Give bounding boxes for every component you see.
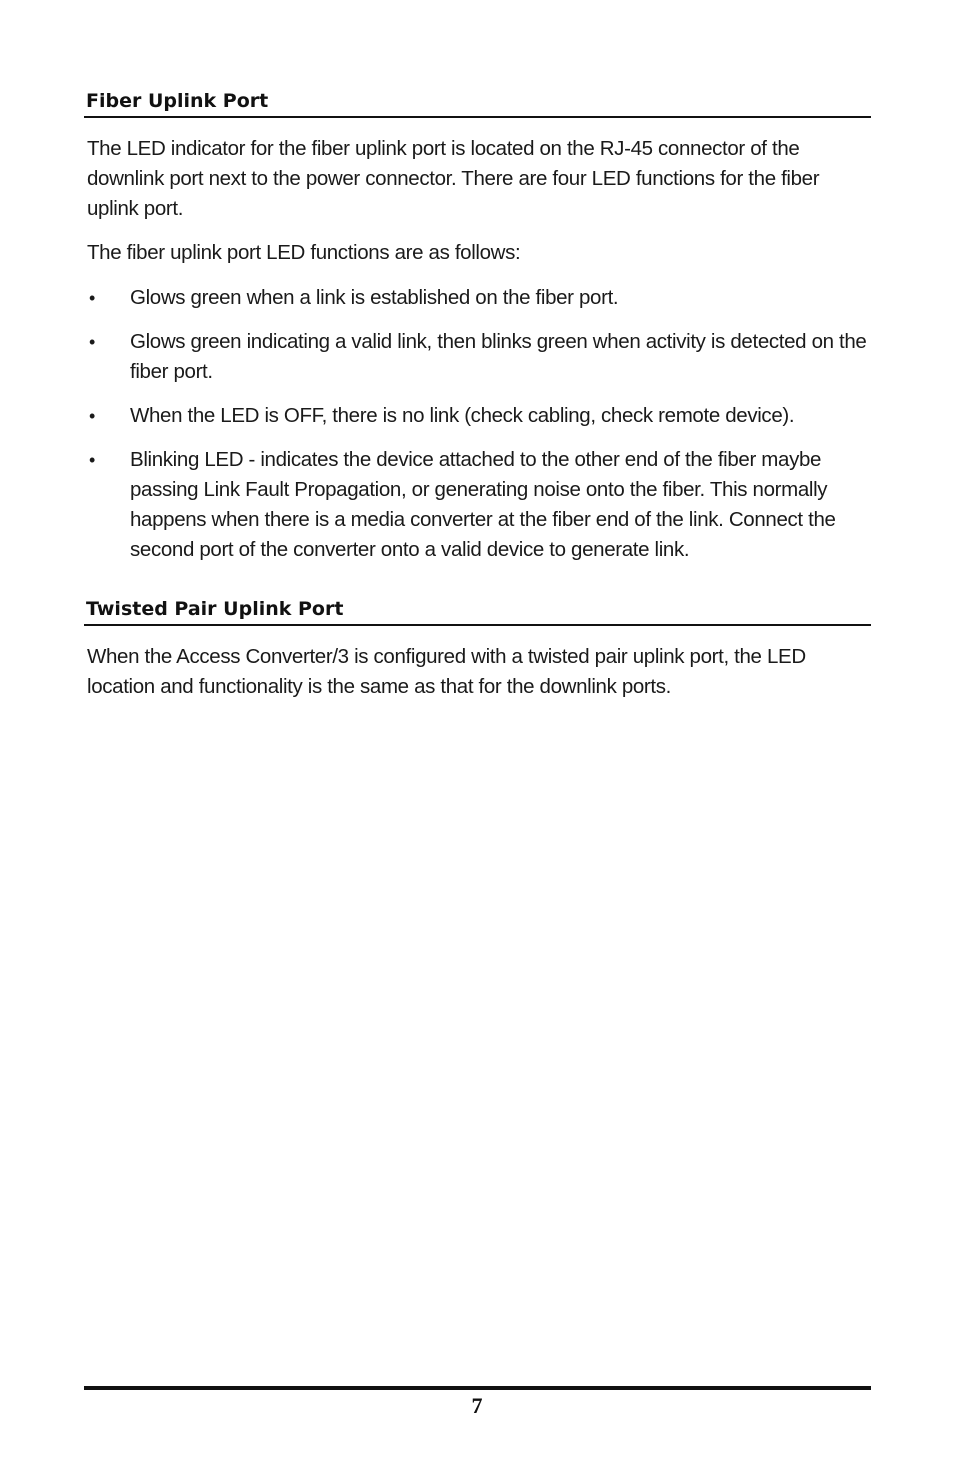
section-fiber-uplink-port bbox=[84, 86, 871, 565]
bullet-icon: • bbox=[89, 288, 95, 308]
bullet-icon: • bbox=[89, 406, 95, 426]
section-heading: Fiber Uplink Port bbox=[84, 86, 871, 118]
list-item-text: Glows green indicating a valid link, then blinks green when activity is detected on the fiber port. bbox=[130, 330, 867, 383]
list-item-text: When the LED is OFF, there is no link (check cabling, check remote device). bbox=[130, 404, 795, 427]
paragraph: When the Access Converter/3 is configured with a twisted pair uplink port, the LED location and functionality is the same as that for the downlink ports. bbox=[87, 645, 806, 698]
section-heading: Twisted Pair Uplink Port bbox=[84, 594, 871, 626]
paragraph: The LED indicator for the fiber uplink port is located on the RJ-45 connector of the downlink port next to the power connector. There are four LED functions for the fiber uplink port. bbox=[87, 137, 820, 220]
footer-rule bbox=[84, 1386, 871, 1390]
page-number: 7 bbox=[471, 1393, 483, 1418]
list-item-text: Blinking LED - indicates the device attached to the other end of the fiber maybe passing Link Fault Propagation, or generating noise onto the fiber. This normally happens when there is a media converter at the fiber end of the link. Connect the second port of the converter onto a valid device to generate link. bbox=[130, 448, 836, 561]
bullet-icon: • bbox=[89, 450, 95, 470]
list-item bbox=[84, 401, 870, 431]
bullet-icon: • bbox=[89, 332, 95, 352]
section-twisted-pair-uplink-port bbox=[84, 594, 871, 702]
list-item bbox=[84, 445, 870, 565]
paragraph: The fiber uplink port LED functions are as follows: bbox=[87, 241, 521, 264]
list-item bbox=[84, 327, 870, 387]
list-item-text: Glows green when a link is established on the fiber port. bbox=[130, 286, 619, 309]
bullet-list bbox=[84, 283, 871, 565]
list-item bbox=[84, 283, 870, 313]
